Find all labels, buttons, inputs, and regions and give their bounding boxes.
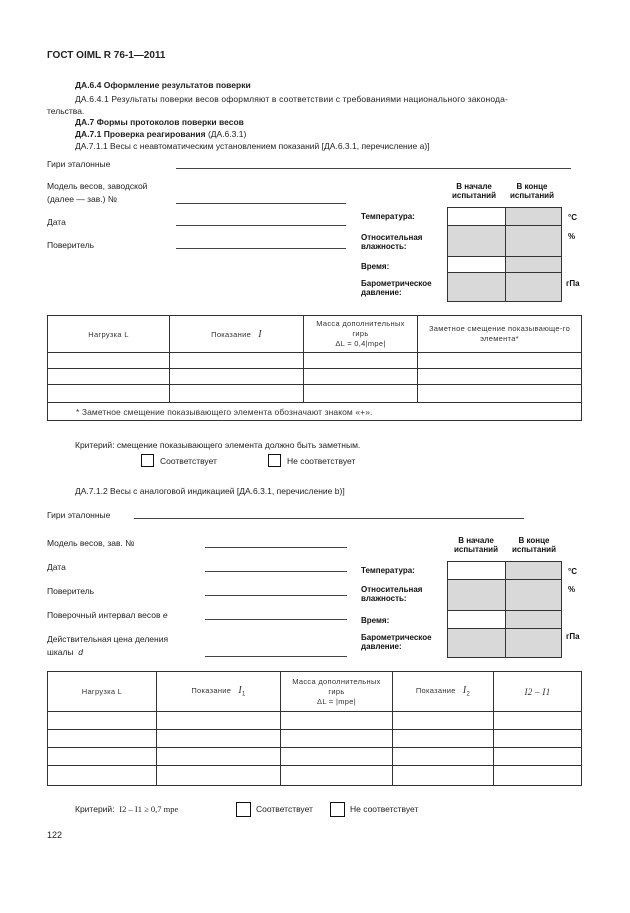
- interval-label: [47, 610, 168, 620]
- date-field[interactable]: [176, 225, 346, 226]
- t2-header-reading2: [393, 672, 494, 712]
- unit-temperature: °C: [568, 213, 577, 222]
- t2-header-diff: I2 – I1: [494, 672, 582, 712]
- unit2-temperature: °C: [568, 567, 577, 576]
- table-cell[interactable]: [281, 766, 393, 786]
- t1-header-reading: [170, 316, 304, 353]
- model-field[interactable]: [176, 203, 346, 204]
- weights-label: Гири эталонные: [47, 159, 111, 169]
- unit2-pressure: гПа: [566, 632, 580, 641]
- env-table-2: [447, 561, 562, 658]
- not-ok-label-1: Не соответствует: [287, 456, 356, 466]
- temp2-start-cell[interactable]: [448, 562, 506, 580]
- table-cell[interactable]: [48, 385, 170, 403]
- section-text-6-4-1: ДА.6.4.1 Результаты поверки весов оформляют в соответствии с требованиями национального законода-: [75, 94, 508, 104]
- env-time-label: Время:: [361, 262, 390, 271]
- section-title-7-1: [75, 129, 246, 139]
- table-cell[interactable]: [494, 748, 582, 766]
- temp-end-cell[interactable]: [506, 208, 562, 226]
- hum-start-cell[interactable]: [448, 226, 506, 257]
- criterion-2-formula: I2 – I1 ≥ 0,7 mpe: [119, 804, 179, 814]
- division-field[interactable]: [205, 656, 347, 657]
- division-var: d: [78, 647, 83, 657]
- model-label: [47, 180, 147, 206]
- table-cell[interactable]: [157, 730, 281, 748]
- table-row: [48, 369, 582, 385]
- table-cell[interactable]: [418, 385, 582, 403]
- results-table-1: [47, 315, 582, 421]
- model-label-line1: Модель весов, заводской: [47, 181, 148, 191]
- hum2-start-cell[interactable]: [448, 580, 506, 611]
- section-title-7-1-ref: (ДА.6.3.1): [207, 129, 247, 139]
- verifier-label-2: Поверитель: [47, 586, 95, 596]
- table-row: [48, 712, 582, 730]
- not-ok-checkbox-2[interactable]: [330, 802, 345, 817]
- table-cell[interactable]: [393, 766, 494, 786]
- verifier-field-2[interactable]: [205, 595, 347, 596]
- env2-col-start: В начале испытаний: [453, 536, 499, 554]
- division-label: [47, 633, 168, 659]
- table-cell[interactable]: [48, 748, 157, 766]
- t2-header-reading2-var: I: [462, 685, 467, 697]
- date-field-2[interactable]: [205, 571, 347, 572]
- division-label-line1: Действительная цена деления: [47, 634, 169, 644]
- criterion-1: Критерий: смещение показывающего элемента должно быть заметным.: [75, 440, 361, 450]
- ok-label-1: Соответствует: [160, 456, 217, 466]
- table-cell[interactable]: [48, 353, 170, 369]
- t2-header-reading1-label: Показание: [191, 686, 232, 696]
- model-label-2: Модель весов, зав. №: [47, 538, 135, 548]
- table-cell[interactable]: [393, 712, 494, 730]
- press-start-cell[interactable]: [448, 273, 506, 302]
- section-title-7: ДА.7 Формы протоколов поверки весов: [75, 117, 244, 127]
- table-cell[interactable]: [393, 730, 494, 748]
- not-ok-label-2: Не соответствует: [350, 804, 419, 814]
- ok-label-2: Соответствует: [256, 804, 313, 814]
- t2-header-reading1-sub: 1: [242, 691, 246, 698]
- table-cell[interactable]: [494, 730, 582, 748]
- weights-field[interactable]: [176, 168, 571, 169]
- table-cell[interactable]: [494, 712, 582, 730]
- table-cell[interactable]: [48, 766, 157, 786]
- time-start-cell[interactable]: [448, 257, 506, 273]
- criterion-2-prefix: Критерий:: [75, 804, 115, 814]
- table-cell[interactable]: [281, 748, 393, 766]
- time2-start-cell[interactable]: [448, 611, 506, 629]
- t2-header-reading2-label: Показание: [415, 686, 456, 696]
- weights-field-2[interactable]: [134, 518, 524, 519]
- table-cell[interactable]: [418, 369, 582, 385]
- env2-temperature-label: Температура:: [361, 566, 415, 575]
- t2-header-reading1: [157, 672, 281, 712]
- model-label-line2: (далее — зав.) №: [47, 194, 117, 204]
- temp2-end-cell[interactable]: [506, 562, 562, 580]
- model-field-2[interactable]: [205, 547, 347, 548]
- section-text-7-1-1: ДА.7.1.1 Весы с неавтоматическим установлением показаний [ДА.6.3.1, перечисление а)]: [75, 141, 430, 151]
- section-text-6-4-1-cont: тельства.: [47, 106, 85, 116]
- table-row: [48, 730, 582, 748]
- results-table-2: [47, 671, 582, 786]
- table-cell[interactable]: [494, 766, 582, 786]
- section-text-7-1-2: ДА.7.1.2 Весы с аналоговой индикацией [ДА.6.3.1, перечисление b)]: [75, 486, 345, 496]
- verifier-label: Поверитель: [47, 240, 95, 250]
- hum2-end-cell[interactable]: [506, 580, 562, 611]
- table-cell[interactable]: [48, 730, 157, 748]
- env2-pressure-label: Барометрическое давление:: [361, 633, 432, 651]
- verifier-field[interactable]: [176, 248, 346, 249]
- press2-end-cell[interactable]: [506, 629, 562, 658]
- unit-pressure: гПа: [566, 279, 580, 288]
- table-row: [48, 766, 582, 786]
- t1-header-mass-sub: ΔL = 0,4|mpe|: [335, 339, 386, 348]
- section-title-7-1-bold: ДА.7.1 Проверка реагирования: [75, 129, 206, 139]
- ok-checkbox-2[interactable]: [236, 802, 251, 817]
- t2-header-reading2-sub: 2: [466, 691, 471, 698]
- t2-header-load: Нагрузка L: [48, 672, 157, 712]
- table-cell[interactable]: [157, 712, 281, 730]
- t1-footnote: * Заметное смещение показывающего элемента обозначают знаком «+».: [48, 403, 582, 421]
- temp-start-cell[interactable]: [448, 208, 506, 226]
- env2-time-label: Время:: [361, 616, 390, 625]
- table-row: [48, 748, 582, 766]
- interval-label-text: Поверочный интервал весов: [47, 610, 161, 620]
- weights-label-2: Гири эталонные: [47, 510, 111, 520]
- t2-header-mass-label: Масса дополнительных гирь: [292, 676, 381, 696]
- table-cell[interactable]: [48, 369, 170, 385]
- interval-field[interactable]: [205, 619, 347, 620]
- time2-end-cell[interactable]: [506, 611, 562, 629]
- env-col-start: В начале испытаний: [451, 182, 497, 200]
- table-cell[interactable]: [170, 385, 304, 403]
- table-cell[interactable]: [157, 766, 281, 786]
- env-pressure-label: Барометрическое давление:: [361, 279, 432, 297]
- table-cell[interactable]: [48, 712, 157, 730]
- document-title: ГОСТ OIML R 76-1—2011: [47, 50, 166, 61]
- hum-end-cell[interactable]: [506, 226, 562, 257]
- page-number: 122: [47, 830, 63, 840]
- table-cell[interactable]: [170, 353, 304, 369]
- press-end-cell[interactable]: [506, 273, 562, 302]
- env-table-1: [447, 207, 562, 302]
- not-ok-checkbox-1[interactable]: [268, 454, 281, 467]
- env-temperature-label: Температура:: [361, 212, 415, 221]
- time-end-cell[interactable]: [506, 257, 562, 273]
- criterion-2: [75, 804, 178, 814]
- t1-header-mass: [304, 316, 418, 353]
- env-humidity-label: Относительная влажность:: [361, 233, 423, 251]
- t2-header-reading1-var: I: [238, 685, 243, 697]
- table-row: [48, 385, 582, 403]
- ok-checkbox-1[interactable]: [141, 454, 154, 467]
- table-cell[interactable]: [418, 353, 582, 369]
- date-label: Дата: [47, 217, 66, 227]
- table-cell[interactable]: [281, 730, 393, 748]
- unit2-humidity: %: [568, 585, 576, 594]
- table-cell[interactable]: [304, 369, 418, 385]
- env2-humidity-label: Относительная влажность:: [361, 585, 423, 603]
- division-label-text: шкалы: [47, 647, 74, 657]
- t1-header-load: Нагрузка L: [48, 316, 170, 353]
- t2-header-mass: [281, 672, 393, 712]
- env2-col-end: В конце испытаний: [511, 536, 557, 554]
- table-cell[interactable]: [170, 369, 304, 385]
- section-title-6-4: ДА.6.4 Оформление результатов поверки: [75, 80, 251, 90]
- interval-var: e: [162, 610, 168, 620]
- table-cell[interactable]: [157, 748, 281, 766]
- date-label-2: Дата: [47, 562, 66, 572]
- division-label-line2: [47, 646, 168, 659]
- t1-header-reading-var: I: [258, 328, 262, 340]
- t1-header-reading-label: Показание: [211, 329, 252, 339]
- t1-header-mass-label: Масса дополнительных гирь: [316, 319, 405, 338]
- t1-header-shift: Заметное смещение показывающе-го элемента*: [418, 316, 582, 353]
- table-cell[interactable]: [281, 712, 393, 730]
- unit-humidity: %: [568, 232, 576, 241]
- table-cell[interactable]: [304, 385, 418, 403]
- t2-header-mass-sub: ΔL = |mpe|: [317, 696, 356, 706]
- table-cell[interactable]: [393, 748, 494, 766]
- table-cell[interactable]: [304, 353, 418, 369]
- env-col-end: В конце испытаний: [509, 182, 555, 200]
- table-row: [48, 353, 582, 369]
- press2-start-cell[interactable]: [448, 629, 506, 658]
